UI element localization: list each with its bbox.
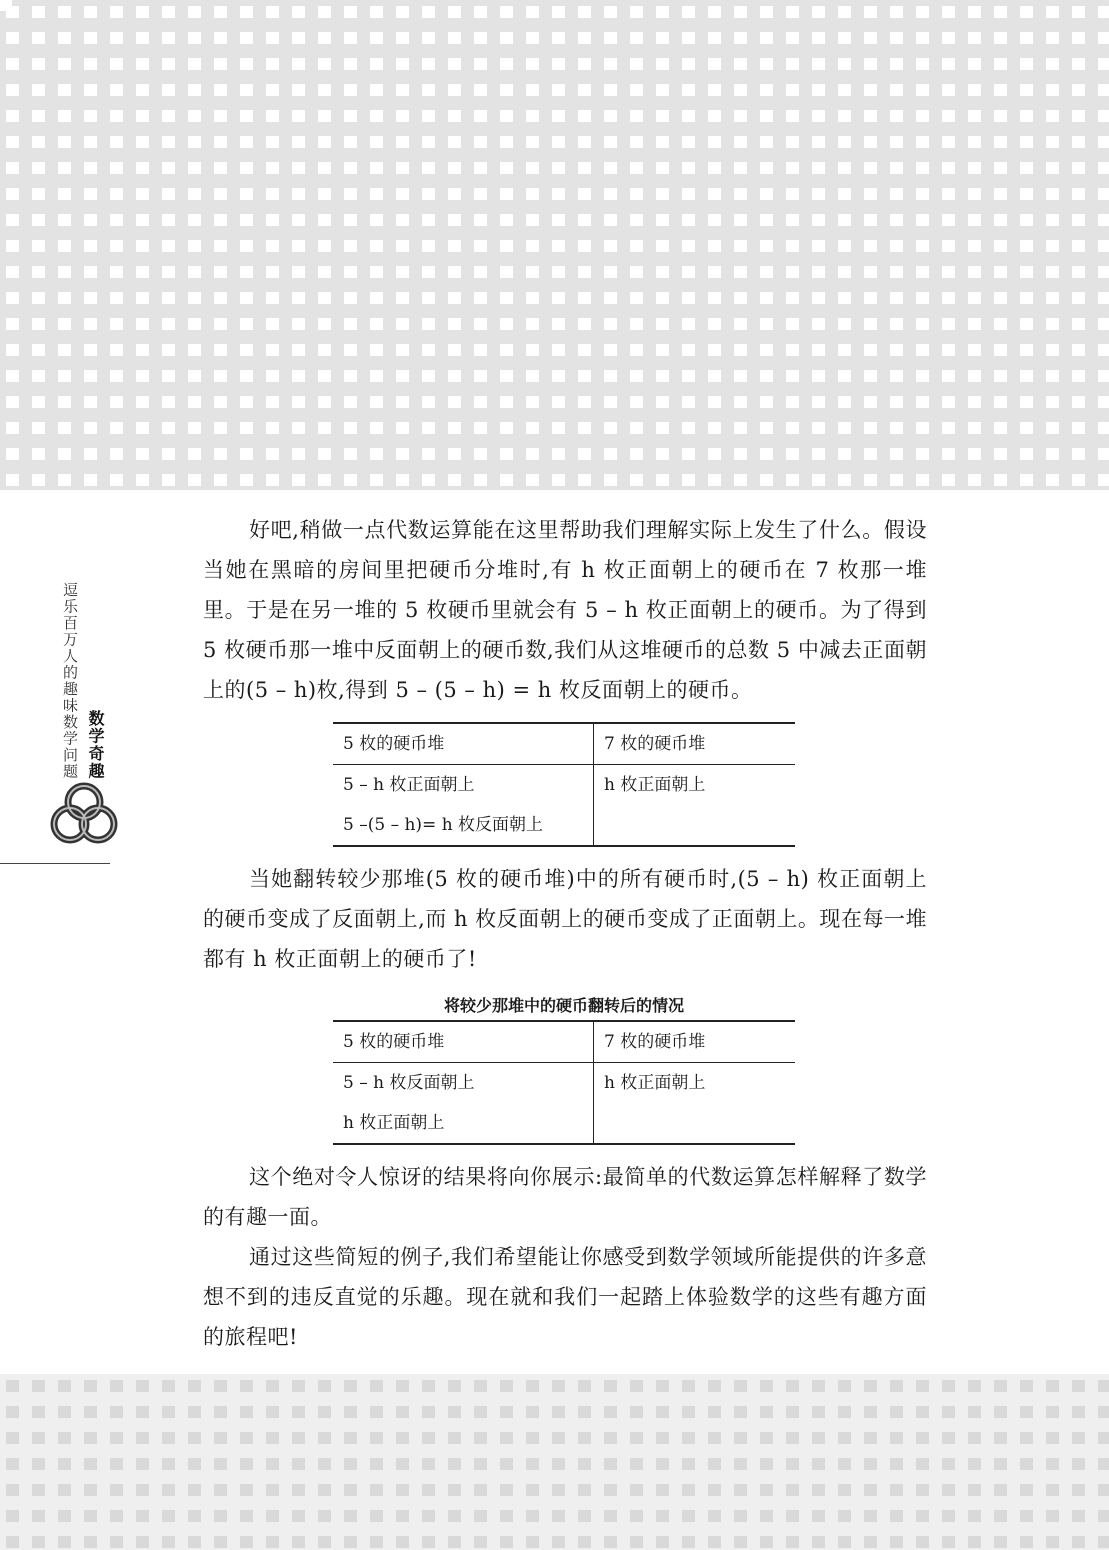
table1-header-right: 7 枚的硬币堆	[594, 723, 796, 765]
table2-right-cell	[594, 1063, 796, 1145]
bottom-decorative-band	[0, 1374, 1109, 1550]
table1-left-cell	[333, 765, 594, 847]
coin-table-before	[333, 722, 795, 847]
table2-right-line-1: h 枚正面朝上	[604, 1073, 706, 1093]
table1-left-line-1: 5 – h 枚正面朝上	[343, 775, 475, 795]
sidebar-rule	[0, 863, 110, 864]
bottom-dot-pattern	[6, 1380, 1109, 1550]
table2-header-right: 7 枚的硬币堆	[594, 1021, 796, 1063]
paragraph-4: 通过这些简短的例子,我们希望能让你感受到数学领域所能提供的许多意想不到的违反直觉的乐趣。现在就和我们一起踏上体验数学的这些有趣方面的旅程吧!	[203, 1245, 927, 1349]
table1-right-line-1: h 枚正面朝上	[604, 775, 706, 795]
series-title: 逗乐百万人的趣味数学问题	[61, 582, 79, 780]
paragraph-2: 当她翻转较少那堆(5 枚的硬币堆)中的所有硬币时,(5 – h) 枚正面朝上的硬币变成了反面朝上,而 h 枚反面朝上的硬币变成了正面朝上。现在每一堆都有 h 枚正面朝上的硬币了!	[203, 867, 927, 971]
coin-table-after	[333, 1020, 795, 1145]
table1-right-cell	[594, 765, 796, 847]
table2-left-line-2: h 枚正面朝上	[343, 1113, 445, 1133]
table2-header-left: 5 枚的硬币堆	[333, 1021, 594, 1063]
paragraph-3: 这个绝对令人惊讶的结果将向你展示:最简单的代数运算怎样解释了数学的有趣一面。	[203, 1165, 927, 1229]
table2-left-line-1: 5 – h 枚反面朝上	[343, 1073, 475, 1093]
sidebar	[48, 580, 118, 860]
top-decorative-band	[0, 0, 1109, 490]
table1-header-left: 5 枚的硬币堆	[333, 723, 594, 765]
paragraph-1: 好吧,稍做一点代数运算能在这里帮助我们理解实际上发生了什么。假设当她在黑暗的房间里把硬币分堆时,有 h 枚正面朝上的硬币在 7 枚那一堆里。于是在另一堆的 5 枚硬币里就会有 5 – h 枚正面朝上的硬币。为了得到 5 枚硬币那一堆中反面朝上的硬币数,我们从这堆硬币的总数 5 中减去正面朝上的(5 – h)枚,得到 5 – (5 – h) = h 枚反面朝上的硬币。	[203, 518, 927, 702]
page-content	[203, 510, 927, 1357]
table2-left-cell	[333, 1063, 594, 1145]
top-dot-pattern	[6, 6, 1109, 486]
trefoil-knot-icon	[48, 780, 120, 846]
table1-left-line-2: 5 –(5 – h)= h 枚反面朝上	[343, 815, 544, 835]
table2-caption: 将较少那堆中的硬币翻转后的情况	[443, 996, 684, 1015]
book-title: 数学奇趣	[86, 710, 105, 780]
